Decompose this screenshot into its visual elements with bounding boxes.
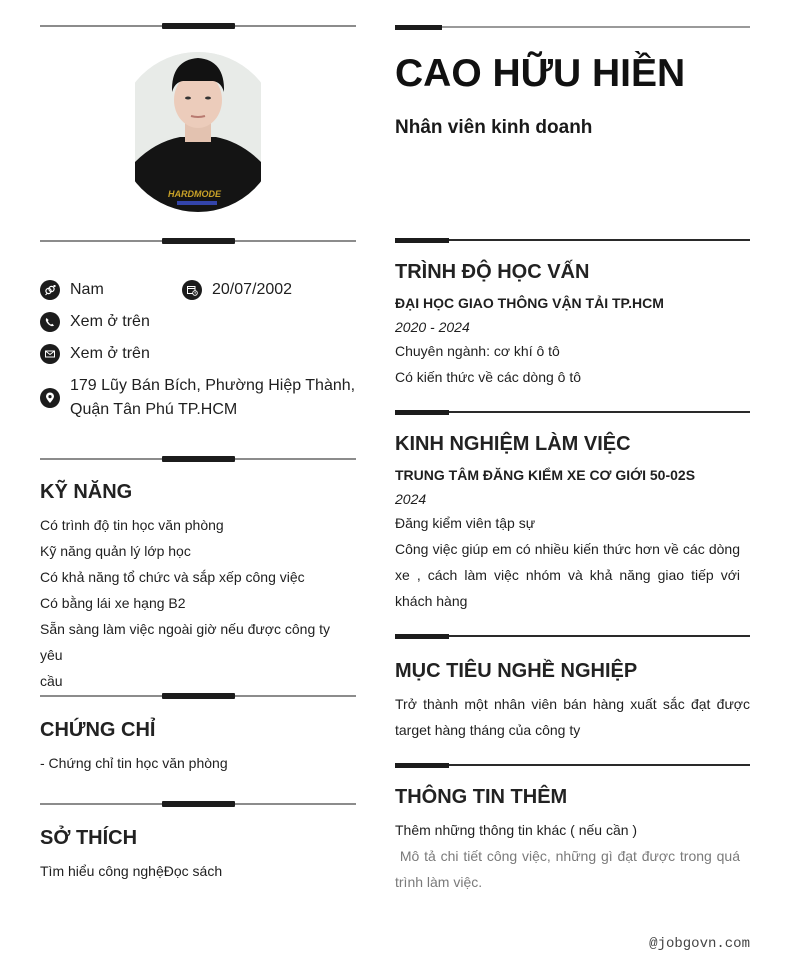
job-title: Nhân viên kinh doanh xyxy=(395,117,593,138)
education-note: Có kiến thức về các dòng ô tô xyxy=(395,369,582,385)
certificates-title: CHỨNG CHỈ xyxy=(40,719,156,741)
divider xyxy=(395,410,750,415)
experience-title: KINH NGHIỆM LÀM VIỆC xyxy=(395,433,631,455)
email-row xyxy=(40,342,150,366)
divider xyxy=(40,801,356,807)
phone-icon xyxy=(40,312,60,332)
divider xyxy=(40,238,356,244)
footer-brand: @jobgovn.com xyxy=(649,936,750,952)
education-title: TRÌNH ĐỘ HỌC VẤN xyxy=(395,261,590,283)
divider xyxy=(395,634,750,639)
svg-text:HARDMODE: HARDMODE xyxy=(168,189,221,199)
hobbies-title: SỞ THÍCH xyxy=(40,827,138,849)
school-name: ĐẠI HỌC GIAO THÔNG VẬN TẢI TP.HCM xyxy=(395,295,664,311)
skill-item: Có trình độ tin học văn phòng xyxy=(40,517,224,533)
birthday-row xyxy=(182,278,292,302)
phone-value: Xem ở trên xyxy=(70,313,150,330)
profile-photo xyxy=(135,52,261,212)
divider xyxy=(395,238,750,243)
education-major: Chuyên ngành: cơ khí ô tô xyxy=(395,343,560,359)
hobbies-text: Tìm hiểu công nghệĐọc sách xyxy=(40,863,223,879)
experience-block xyxy=(395,462,740,614)
divider xyxy=(395,25,750,30)
email-value: Xem ở trên xyxy=(70,345,150,362)
additional-placeholder: Mô tả chi tiết công việc, những gì đạt được trong quá trình làm việc. xyxy=(395,848,744,890)
additional-title: THÔNG TIN THÊM xyxy=(395,786,568,808)
experience-description: Công việc giúp em có nhiều kiến thức hơn về các dòng xe , cách làm việc nhóm và khả năng giao tiếp với khách hàng xyxy=(395,541,740,609)
calendar-icon xyxy=(182,280,202,300)
phone-row xyxy=(40,310,150,334)
divider xyxy=(40,693,356,699)
avatar xyxy=(118,52,278,212)
address-line-1: 179 Lũy Bán Bích, Phường Hiệp Thành, xyxy=(70,377,356,394)
location-pin-icon xyxy=(40,388,60,408)
objective-text: Trở thành một nhân viên bán hàng xuất sắc đạt được target hàng tháng của công ty xyxy=(395,696,750,738)
certificate-item: - Chứng chỉ tin học văn phòng xyxy=(40,755,228,771)
skills-title: KỸ NĂNG xyxy=(40,481,133,503)
gender-icon xyxy=(40,280,60,300)
skill-item: cầu xyxy=(40,673,63,689)
email-icon xyxy=(40,344,60,364)
skill-item: Có khả năng tổ chức và sắp xếp công việc xyxy=(40,569,305,585)
skill-item: Kỹ năng quản lý lớp học xyxy=(40,543,191,559)
skill-item: Sẵn sàng làm việc ngoài giờ nếu được công ty yêu xyxy=(40,621,331,663)
gender-row xyxy=(40,278,104,302)
birthday-value: 20/07/2002 xyxy=(212,281,293,298)
education-block xyxy=(395,290,750,390)
address-row xyxy=(40,374,355,422)
address-line-2: Quận Tân Phú TP.HCM xyxy=(70,401,238,418)
additional-text: Thêm những thông tin khác ( nếu cần ) xyxy=(395,822,638,838)
divider xyxy=(40,456,356,462)
candidate-name: CAO HỮU HIỀN xyxy=(395,52,686,95)
experience-position: Đăng kiểm viên tập sự xyxy=(395,515,536,531)
company-name: TRUNG TÂM ĐĂNG KIỂM XE CƠ GIỚI 50-02S xyxy=(395,467,696,483)
divider xyxy=(40,23,356,29)
divider xyxy=(395,763,750,768)
additional-block xyxy=(395,817,744,895)
objective-title: MỤC TIÊU NGHỀ NGHIỆP xyxy=(395,660,638,682)
skills-list xyxy=(40,512,356,694)
gender-value: Nam xyxy=(70,281,104,298)
skill-item: Có bằng lái xe hạng B2 xyxy=(40,595,186,611)
education-period: 2020 - 2024 xyxy=(395,319,470,335)
experience-period: 2024 xyxy=(395,491,427,507)
